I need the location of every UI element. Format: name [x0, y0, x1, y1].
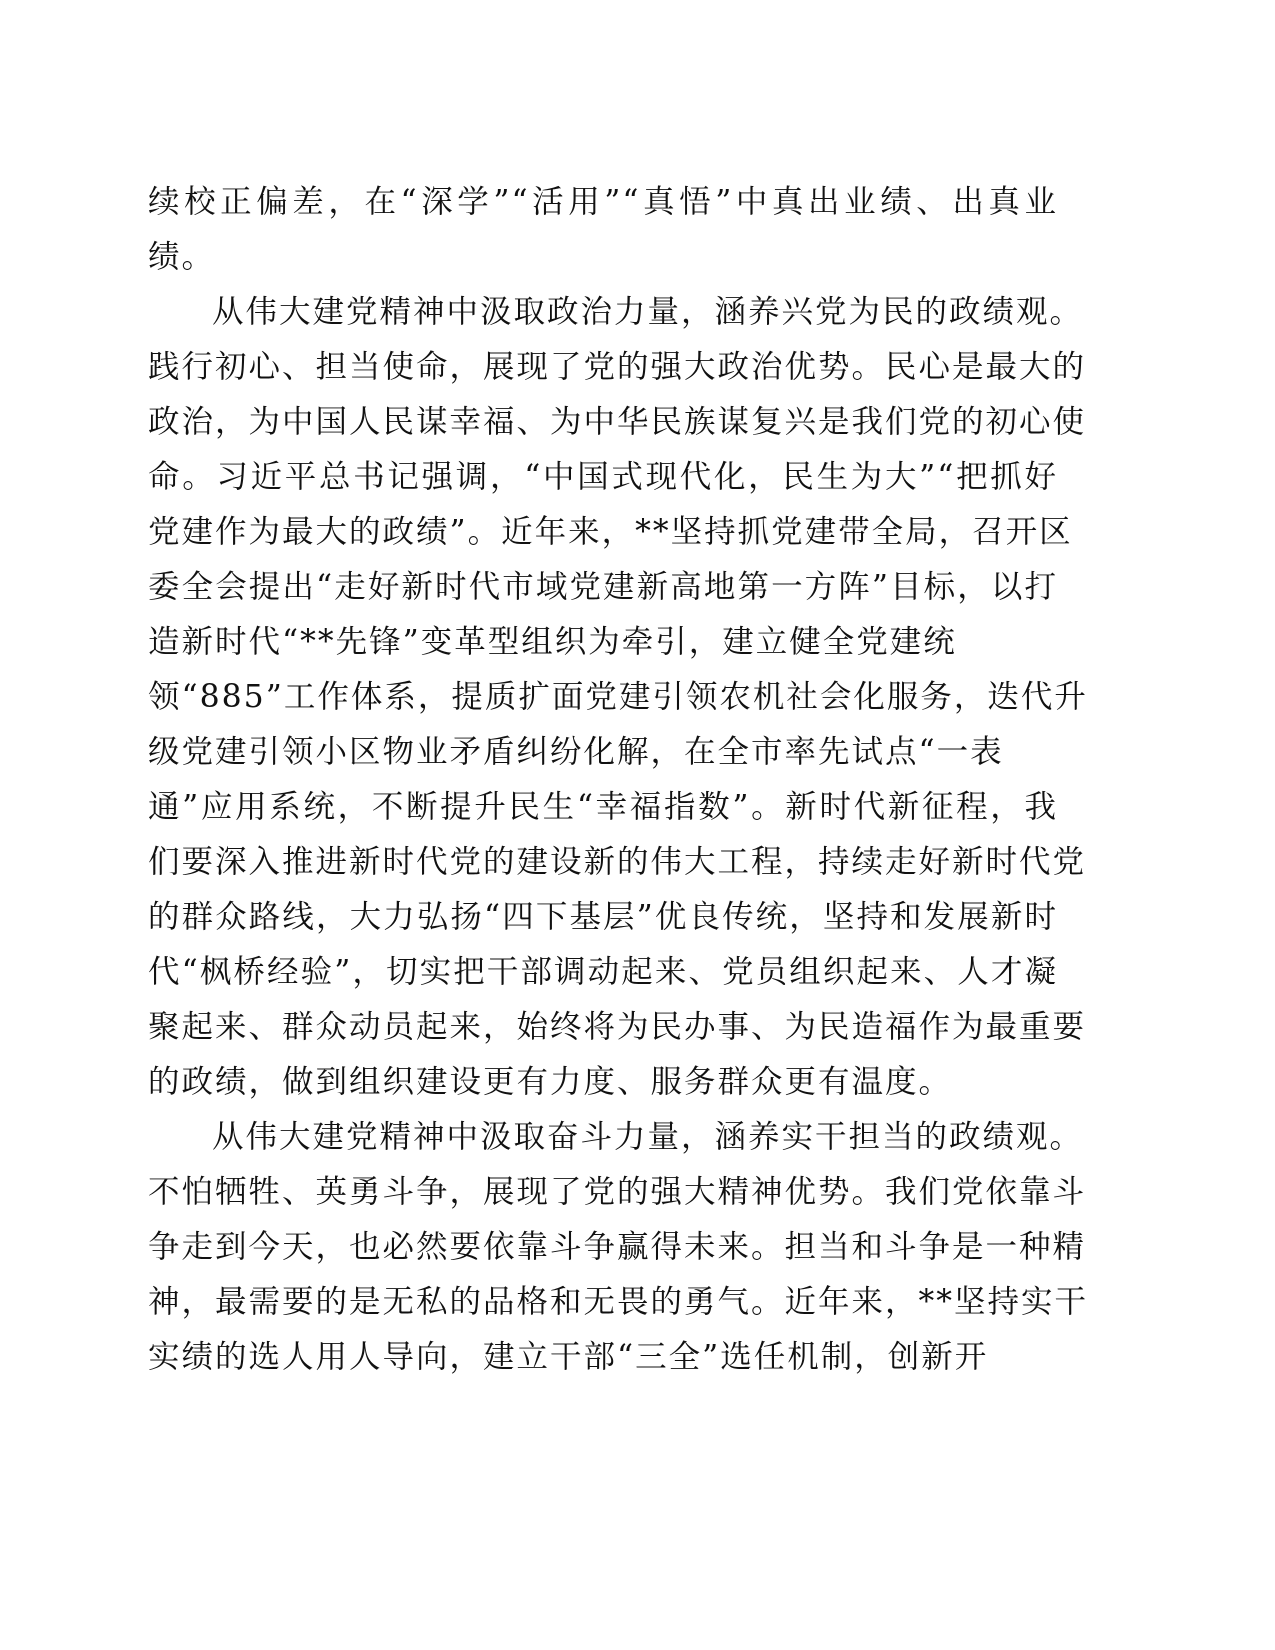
text-line: 领“885”工作体系，提质扩面党建引领农机社会化服务，迭代升	[148, 679, 1088, 715]
text-line: 造新时代“**先锋”变革型组织为牵引，建立健全党建统	[148, 624, 957, 660]
text-line: 争走到今天，也必然要依靠斗争赢得未来。担当和斗争是一种精	[148, 1229, 1087, 1265]
text-line: 聚起来、群众动员起来，始终将为民办事、为民造福作为最重要	[148, 1009, 1087, 1045]
text-line: 绩。	[148, 239, 216, 275]
text-line: 通”应用系统，不断提升民生“幸福指数”。新时代新征程，我	[148, 789, 1058, 825]
body-text	[148, 175, 1089, 1385]
text-line: 的群众路线，大力弘扬“四下基层”优良传统，坚持和发展新时	[148, 899, 1058, 935]
text-line: 不怕牺牲、英勇斗争，展现了党的强大精神优势。我们党依靠斗	[148, 1174, 1087, 1210]
text-line: 践行初心、担当使命，展现了党的强大政治优势。民心是最大的	[148, 349, 1087, 385]
text-line: 政治，为中国人民谋幸福、为中华民族谋复兴是我们党的初心使	[148, 404, 1087, 440]
text-line: 们要深入推进新时代党的建设新的伟大工程，持续走好新时代党	[148, 844, 1087, 880]
text-line: 续校正偏差，在“深学”“活用”“真悟”中真出业绩、出真业	[148, 184, 1058, 220]
text-line: 命。习近平总书记强调，“中国式现代化，民生为大”“把抓好	[148, 459, 1058, 495]
text-line: 级党建引领小区物业矛盾纠纷化解，在全市率先试点“一表	[148, 734, 1004, 770]
text-line: 的政绩，做到组织建设更有力度、服务群众更有温度。	[148, 1064, 953, 1100]
text-line: 神，最需要的是无私的品格和无畏的勇气。近年来，**坚持实干	[148, 1284, 1089, 1320]
text-line: 实绩的选人用人导向，建立干部“三全”选任机制，创新开	[148, 1339, 989, 1375]
paragraph-heading-line: 从伟大建党精神中汲取奋斗力量，涵养实干担当的政绩观。	[212, 1119, 1084, 1155]
text-line: 党建作为最大的政绩”。近年来，**坚持抓党建带全局，召开区	[148, 514, 1073, 550]
text-line: 委全会提出“走好新时代市域党建新高地第一方阵”目标，以打	[148, 569, 1058, 605]
paragraph-heading-line: 从伟大建党精神中汲取政治力量，涵养兴党为民的政绩观。	[212, 294, 1084, 330]
text-line: 代“枫桥经验”，切实把干部调动起来、党员组织起来、人才凝	[148, 954, 1058, 990]
